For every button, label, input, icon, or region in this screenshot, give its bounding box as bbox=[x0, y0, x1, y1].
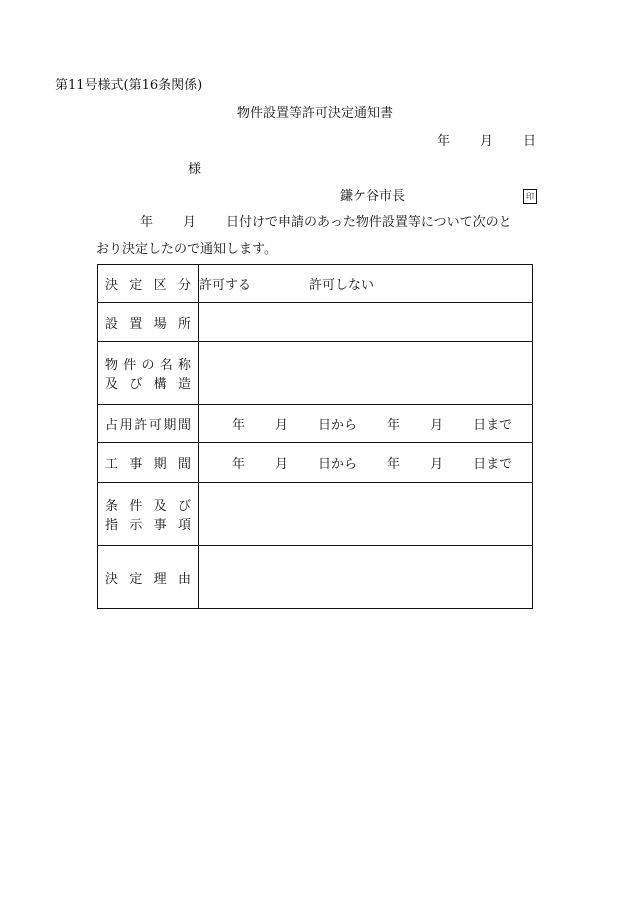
label-char: 理 bbox=[153, 571, 167, 587]
period-until: 日まで bbox=[473, 418, 513, 433]
period-month: 月 bbox=[275, 457, 289, 472]
label-location bbox=[98, 303, 199, 342]
period-from: 日から bbox=[318, 457, 358, 472]
label-char: 区 bbox=[153, 278, 167, 293]
label-char: 由 bbox=[177, 571, 191, 587]
date-line bbox=[437, 134, 536, 150]
label-char: 及 bbox=[153, 499, 167, 514]
label-conditions bbox=[98, 483, 199, 546]
body-text-line1 bbox=[96, 215, 536, 231]
value-occupancy-period bbox=[199, 405, 533, 443]
value-construction-period bbox=[199, 443, 533, 483]
label-construction bbox=[98, 443, 199, 483]
date-month: 月 bbox=[480, 134, 494, 149]
period-year2: 年 bbox=[387, 457, 401, 472]
label-char: 項 bbox=[177, 518, 191, 533]
issuer-name: 鎌ケ谷市長 bbox=[340, 189, 406, 204]
label-char: び bbox=[129, 377, 143, 392]
label-char: 条 bbox=[105, 499, 119, 514]
label-decision bbox=[98, 265, 199, 303]
body-text-line2: おり決定したので通知します。 bbox=[96, 242, 277, 257]
label-char: 用 bbox=[119, 418, 133, 433]
period-until: 日まで bbox=[473, 457, 513, 472]
label-char: 指 bbox=[105, 518, 119, 533]
option-deny: 許可しない bbox=[309, 278, 375, 293]
period-month2: 月 bbox=[430, 418, 444, 433]
label-reason bbox=[98, 546, 199, 609]
label-char: 定 bbox=[129, 571, 143, 587]
period-from: 日から bbox=[318, 418, 358, 433]
period-year: 年 bbox=[232, 457, 246, 472]
row-location bbox=[98, 303, 533, 342]
label-char: び bbox=[177, 499, 191, 514]
period-month2: 月 bbox=[430, 457, 444, 472]
decision-table bbox=[97, 264, 533, 609]
label-char: 期 bbox=[163, 418, 177, 433]
label-char: 間 bbox=[177, 457, 191, 472]
value-conditions bbox=[199, 483, 533, 546]
label-char: 可 bbox=[148, 418, 162, 433]
label-char: 事 bbox=[153, 518, 167, 533]
row-construction-period bbox=[98, 443, 533, 483]
label-char: 分 bbox=[177, 278, 191, 293]
body-month: 月 bbox=[183, 215, 197, 230]
label-char: 及 bbox=[105, 377, 119, 392]
row-reason bbox=[98, 546, 533, 609]
label-char: 構 bbox=[153, 377, 167, 392]
body-year: 年 bbox=[140, 215, 154, 230]
label-char: 示 bbox=[129, 518, 143, 533]
value-object bbox=[199, 342, 533, 405]
label-char: 件 bbox=[129, 499, 143, 514]
label-char: 間 bbox=[177, 418, 191, 433]
label-char: 期 bbox=[153, 457, 167, 472]
addressee-suffix: 様 bbox=[188, 162, 202, 177]
label-char: 設 bbox=[105, 316, 119, 332]
decision-options bbox=[199, 265, 533, 303]
label-char: 件 bbox=[123, 358, 137, 373]
label-char: 称 bbox=[177, 358, 191, 373]
label-char: の bbox=[141, 358, 155, 373]
period-year: 年 bbox=[232, 418, 246, 433]
option-approve: 許可する bbox=[199, 278, 252, 293]
label-char: 決 bbox=[105, 278, 119, 293]
document-title: 物件設置等許可決定通知書 bbox=[236, 106, 393, 121]
label-char: 名 bbox=[159, 358, 173, 373]
body-text-1: 日付けで申請のあった物件設置等について次のと bbox=[226, 215, 512, 230]
period-year2: 年 bbox=[387, 418, 401, 433]
label-char: 置 bbox=[129, 316, 143, 332]
label-char: 決 bbox=[105, 571, 119, 587]
label-char: 物 bbox=[105, 358, 119, 373]
value-location bbox=[199, 303, 533, 342]
label-char: 場 bbox=[153, 316, 167, 332]
label-char: 事 bbox=[129, 457, 143, 472]
row-occupancy-period bbox=[98, 405, 533, 443]
label-char: 工 bbox=[105, 457, 119, 472]
label-char: 所 bbox=[177, 316, 191, 332]
label-char: 許 bbox=[134, 418, 148, 433]
value-reason bbox=[199, 546, 533, 609]
form-number: 第11号様式(第16条関係) bbox=[55, 78, 203, 93]
row-decision bbox=[98, 265, 533, 303]
label-char: 定 bbox=[129, 278, 143, 293]
label-char: 占 bbox=[105, 418, 119, 433]
seal-mark: 印 bbox=[523, 189, 537, 204]
row-object bbox=[98, 342, 533, 405]
period-month: 月 bbox=[275, 418, 289, 433]
row-conditions bbox=[98, 483, 533, 546]
label-occupancy bbox=[98, 405, 199, 443]
date-day: 日 bbox=[523, 134, 537, 149]
label-object bbox=[98, 342, 199, 405]
date-year: 年 bbox=[437, 134, 451, 149]
label-char: 造 bbox=[177, 377, 191, 392]
